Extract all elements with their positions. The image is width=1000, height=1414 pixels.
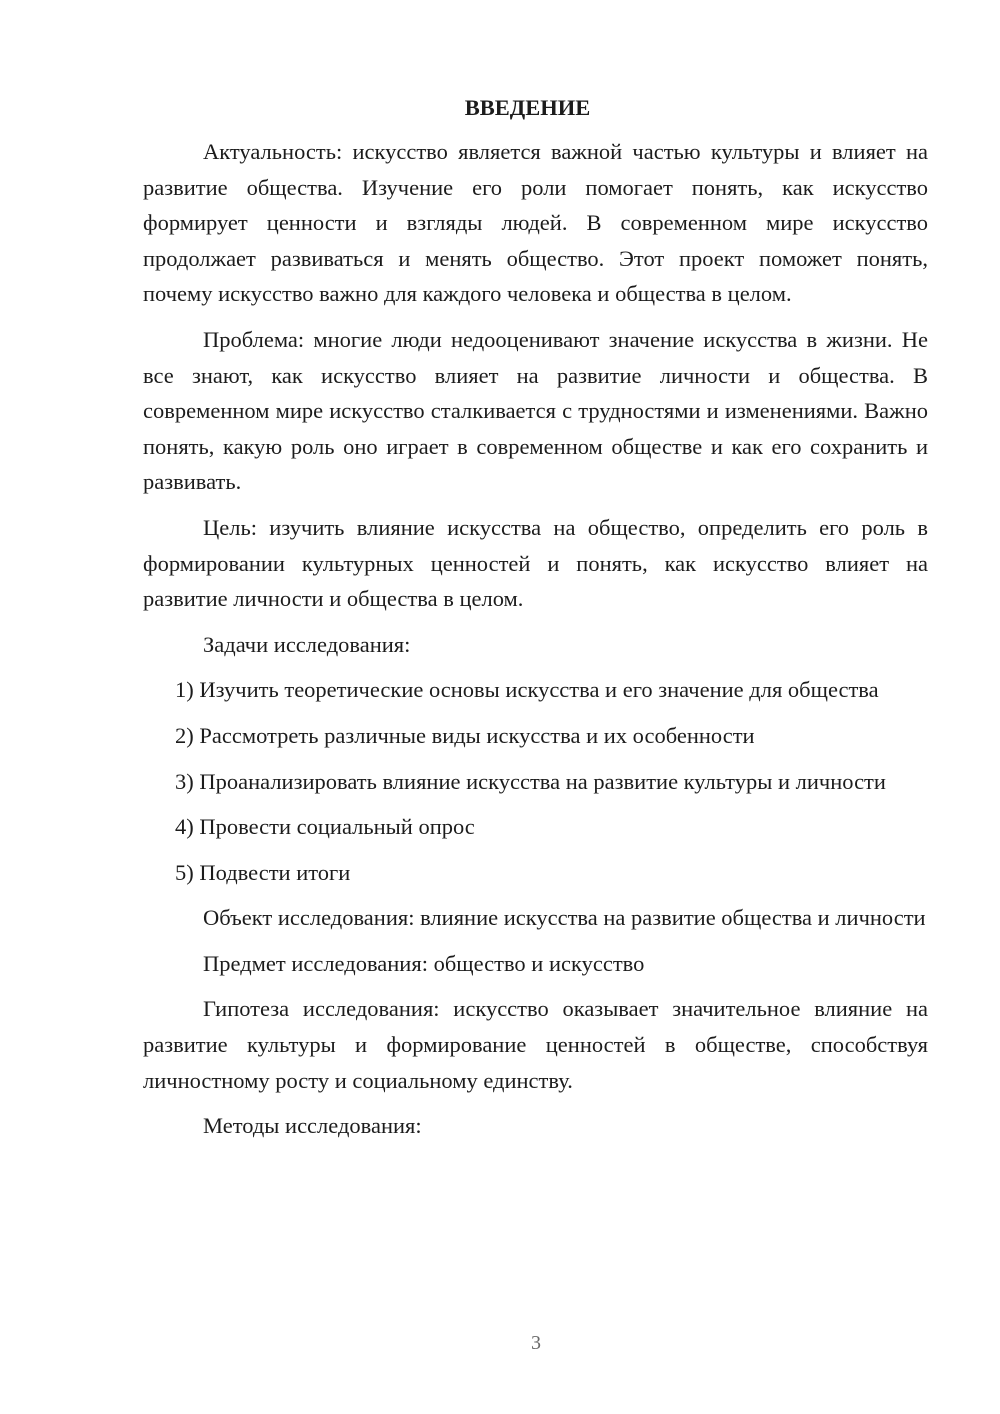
methods-title: Методы исследования: [203, 1113, 422, 1139]
goal-paragraph: Цель: изучить влияние искусства на общество, определить его роль в формировании культурных ценностей и понять, как искусство влияет на развитие личности и общества в целом. [143, 514, 928, 612]
task-item: 3) Проанализировать влияние искусства на развитие культуры и личности [175, 768, 886, 794]
hypothesis-paragraph: Гипотеза исследования: искусство оказывает значительное влияние на развитие культуры и формирование ценностей в обществе, способствуя личностному росту и социальному единству. [143, 996, 928, 1093]
section-heading: ВВЕДЕНИЕ [464, 95, 591, 120]
page-number: 3 [531, 1332, 541, 1354]
document-page [143, 90, 928, 1154]
task-item: 5) Подвести итоги [175, 859, 351, 885]
task-item: 1) Изучить теоретические основы искусства и его значение для общества [175, 677, 879, 703]
relevance-paragraph: Актуальность: искусство является важной частью культуры и влияет на развитие общества. Изучение его роли помогает понять, как искусство формирует ценности и взгляды людей. В современном мире искусство продолжает развиваться и менять общество. Этот проект поможет понять, почему искусство важно для каждого человека и общества в целом. [143, 139, 928, 307]
problem-paragraph: Проблема: многие люди недооценивают значение искусства в жизни. Не все знают, как искусство влияет на развитие личности и общества. В современном мире искусство сталкивается с трудностями и изменениями. Важно понять, какую роль оно играет в современном обществе и как его сохранить и развивать. [143, 326, 928, 495]
tasks-title: Задачи исследования: [203, 631, 411, 657]
task-item: 2) Рассмотреть различные виды искусства и их особенности [175, 722, 755, 748]
task-item: 4) Провести социальный опрос [175, 814, 475, 840]
subject-paragraph: Предмет исследования: общество и искусство [203, 950, 645, 976]
object-paragraph: Объект исследования: влияние искусства на развитие общества и личности [203, 905, 926, 931]
